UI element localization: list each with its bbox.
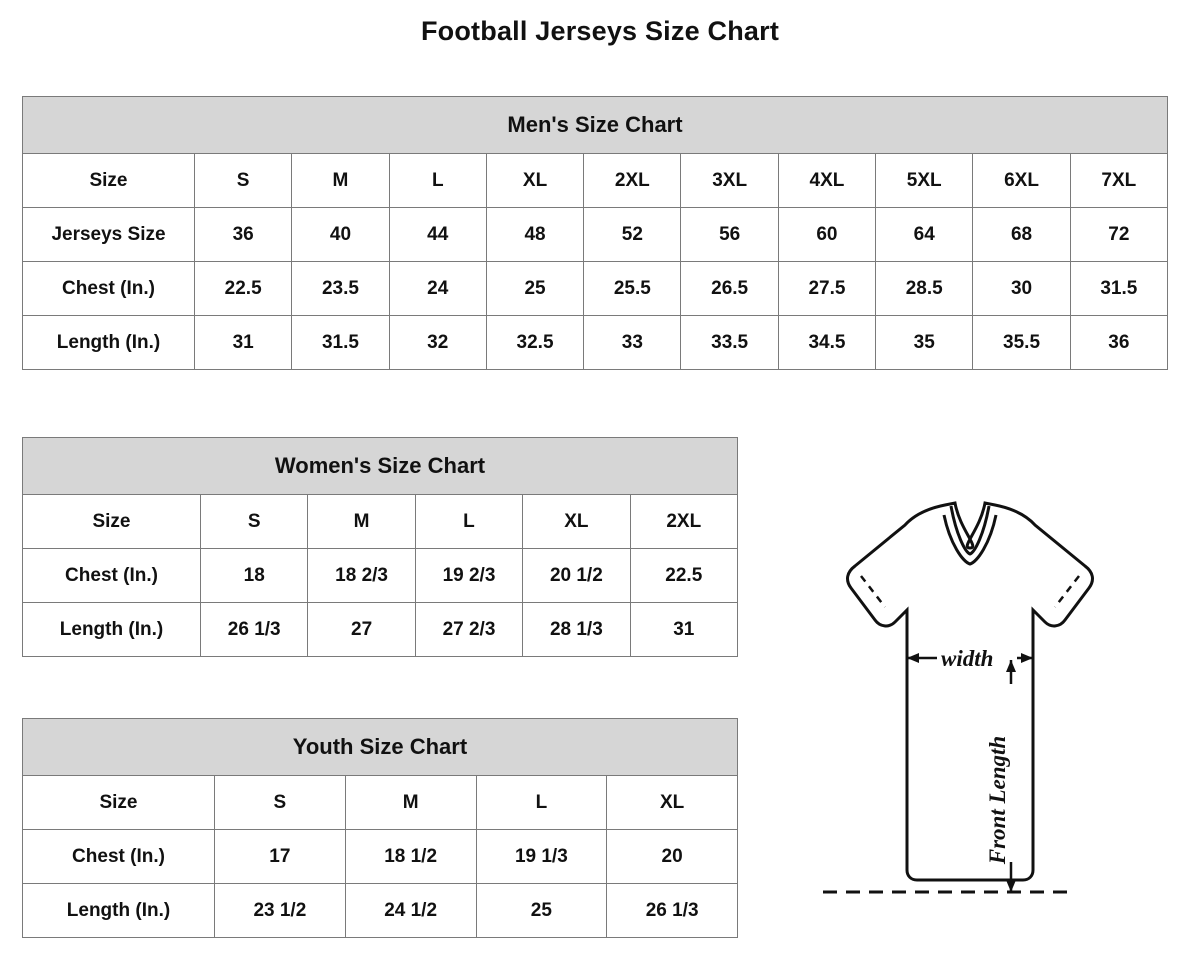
table-cell: 36 [195, 208, 292, 262]
column-header: M [308, 495, 415, 549]
table-cell: 48 [486, 208, 583, 262]
table-caption-row [23, 438, 738, 495]
table-cell: 31 [195, 316, 292, 370]
row-header: Chest (In.) [23, 262, 195, 316]
table-cell: 28.5 [876, 262, 973, 316]
table-cell: 32.5 [486, 316, 583, 370]
table-cell: 18 1/2 [345, 830, 476, 884]
womens-chart-caption: Women's Size Chart [23, 438, 738, 495]
jersey-measurement-diagram [755, 470, 1185, 940]
table-cell: 33.5 [681, 316, 778, 370]
column-header: L [476, 776, 607, 830]
table-header-row [23, 154, 1168, 208]
table-cell: 44 [389, 208, 486, 262]
table-cell: 60 [778, 208, 875, 262]
table-cell: 36 [1070, 316, 1167, 370]
column-header: XL [486, 154, 583, 208]
column-header: S [195, 154, 292, 208]
table-cell: 24 [389, 262, 486, 316]
page-title: Football Jerseys Size Chart [420, 16, 780, 46]
table-cell: 19 1/3 [476, 830, 607, 884]
column-header: Size [23, 154, 195, 208]
table-cell: 64 [876, 208, 973, 262]
column-header: 7XL [1070, 154, 1167, 208]
column-header: M [345, 776, 476, 830]
table-cell: 17 [215, 830, 346, 884]
column-header: 4XL [778, 154, 875, 208]
table-cell: 40 [292, 208, 389, 262]
table-cell: 18 2/3 [308, 549, 415, 603]
jersey-outline-icon [848, 503, 1093, 880]
table-cell: 22.5 [195, 262, 292, 316]
table-cell: 23 1/2 [215, 884, 346, 938]
table-cell: 18 [201, 549, 308, 603]
column-header: 6XL [973, 154, 1070, 208]
table-cell: 24 1/2 [345, 884, 476, 938]
table-cell: 22.5 [630, 549, 737, 603]
table-row [23, 830, 738, 884]
table-cell: 25 [476, 884, 607, 938]
row-header: Length (In.) [23, 603, 201, 657]
column-header: Size [23, 495, 201, 549]
column-header: 2XL [630, 495, 737, 549]
youth-size-chart-table [22, 718, 738, 938]
table-cell: 20 [607, 830, 738, 884]
column-header: XL [607, 776, 738, 830]
column-header: L [415, 495, 522, 549]
table-cell: 31 [630, 603, 737, 657]
row-header: Chest (In.) [23, 549, 201, 603]
table-cell: 27.5 [778, 262, 875, 316]
table-cell: 52 [584, 208, 681, 262]
table-cell: 32 [389, 316, 486, 370]
column-header: L [389, 154, 486, 208]
table-caption-row [23, 719, 738, 776]
table-cell: 31.5 [292, 316, 389, 370]
column-header: Size [23, 776, 215, 830]
table-cell: 19 2/3 [415, 549, 522, 603]
table-cell: 30 [973, 262, 1070, 316]
table-cell: 25.5 [584, 262, 681, 316]
mens-size-chart-table [22, 96, 1168, 370]
table-cell: 20 1/2 [523, 549, 630, 603]
column-header: S [201, 495, 308, 549]
column-header: M [292, 154, 389, 208]
column-header: XL [523, 495, 630, 549]
column-header: 5XL [876, 154, 973, 208]
table-cell: 27 2/3 [415, 603, 522, 657]
table-cell: 56 [681, 208, 778, 262]
column-header: 2XL [584, 154, 681, 208]
table-cell: 26 1/3 [607, 884, 738, 938]
table-row [23, 603, 738, 657]
column-header: 3XL [681, 154, 778, 208]
table-cell: 26.5 [681, 262, 778, 316]
youth-chart-caption: Youth Size Chart [23, 719, 738, 776]
table-row [23, 208, 1168, 262]
table-cell: 26 1/3 [201, 603, 308, 657]
table-row [23, 262, 1168, 316]
row-header: Length (In.) [23, 316, 195, 370]
table-row [23, 549, 738, 603]
table-cell: 35.5 [973, 316, 1070, 370]
table-cell: 28 1/3 [523, 603, 630, 657]
table-header-row [23, 495, 738, 549]
table-cell: 31.5 [1070, 262, 1167, 316]
table-row [23, 316, 1168, 370]
table-caption-row [23, 97, 1168, 154]
table-cell: 33 [584, 316, 681, 370]
table-row [23, 884, 738, 938]
row-header: Jerseys Size [23, 208, 195, 262]
table-cell: 25 [486, 262, 583, 316]
sleeve-hem-dashes [861, 576, 1079, 607]
table-header-row [23, 776, 738, 830]
row-header: Chest (In.) [23, 830, 215, 884]
table-cell: 72 [1070, 208, 1167, 262]
width-label: width [941, 646, 994, 671]
table-cell: 27 [308, 603, 415, 657]
column-header: S [215, 776, 346, 830]
table-cell: 68 [973, 208, 1070, 262]
table-cell: 23.5 [292, 262, 389, 316]
row-header: Length (In.) [23, 884, 215, 938]
table-cell: 35 [876, 316, 973, 370]
front-length-label: Front Length [985, 735, 1010, 865]
table-cell: 34.5 [778, 316, 875, 370]
womens-size-chart-table [22, 437, 738, 657]
mens-chart-caption: Men's Size Chart [23, 97, 1168, 154]
